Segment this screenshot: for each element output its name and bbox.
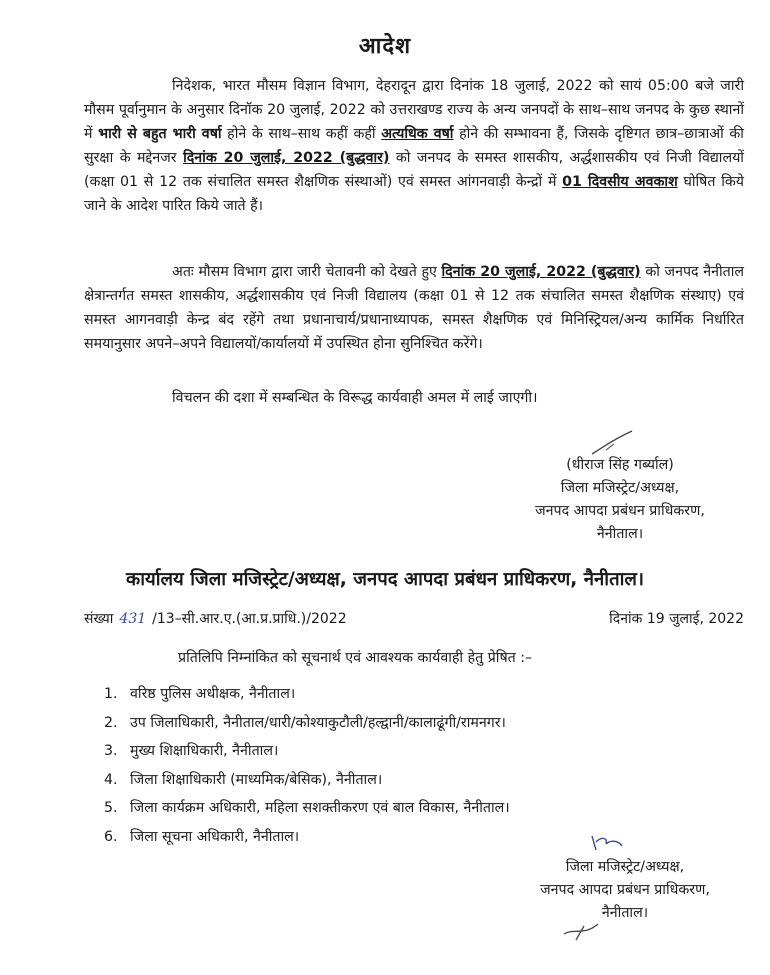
distribution-list [104, 680, 510, 851]
distribution-item-text: मुख्य शिक्षाधिकारी, नैनीताल। [130, 743, 279, 759]
para1-text-5: घोषित किये जाने के आदेश पारित किये जाते हैं। [84, 174, 744, 214]
signatory2-place: नैनीताल। [601, 905, 649, 921]
signature-block-2 [510, 856, 740, 925]
distribution-item [104, 823, 510, 852]
distribution-item [104, 794, 510, 823]
distribution-item [104, 709, 510, 738]
para1-text-1: निदेशक, भारत मौसम विज्ञान विभाग, देहरादून द्वारा दिनांक 18 जुलाई, 2022 को सायं 05:00 बजे जारी मौसम पूर्वानुमान के अनुसार दिनॉक 20 जुलाई, 2022 को उत्तराखण्ड राज्य के अन्य जनपदों के साथ–साथ जनपद के कुछ स्थानों में [84, 78, 744, 142]
signatory2-designation: जिला मजिस्ट्रेट/अध्यक्ष, [565, 859, 685, 875]
distribution-item-text: वरिष्ठ पुलिस अधीक्षक, नैनीताल। [130, 686, 296, 702]
document-title: आदेश [358, 34, 412, 59]
distribution-item-text: जिला सूचना अधिकारी, नैनीताल। [130, 828, 300, 845]
distribution-item-text: उप जिलाधिकारी, नैनीताल/धारी/कोश्याकुटौली/हल्द्वानी/कालाढूंगी/रामनगर। [130, 714, 506, 731]
signature-block-1 [500, 454, 740, 546]
para2-text-2: को जनपद नैनीताल क्षेत्रान्तर्गत समस्त शासकीय, अर्द्धशासकीय एवं निजी विद्यालय (कक्षा 01 से 12 तक संचालित समस्त शैक्षणिक संस्थाए) एवं समस्त आगनवाड़ी केन्द्र बंद रहेंगे तथा प्रधानाचार्य/प्रधानाध्यापक, समस्त शैक्षणिक एवं मिनिस्ट्रियल/अन्य कार्मिक निर्धारित समयानुसार अपने–अपने विद्यालयों/कार्यालयों में उपस्थित होना सुनिश्चित करेंगे। [84, 264, 745, 352]
office-heading: कार्यालय जिला मजिस्ट्रेट/अध्यक्ष, जनपद आपदा प्रबंधन प्राधिकरण, नैनीताल। [125, 569, 644, 590]
para3-text: विचलन की दशा में सम्बन्धित के विरूद्ध कार्यवाही अमल में लाई जाएगी। [172, 390, 538, 406]
distribution-item-number: 2. [104, 714, 118, 731]
signature-mark-2 [562, 920, 602, 946]
distribution-item-number: 5. [104, 800, 118, 816]
signatory-authority: जनपद आपदा प्रबंधन प्राधिकरण, [535, 503, 705, 519]
signatory-place: नैनीताल। [596, 526, 644, 542]
distribution-item [104, 766, 510, 795]
signatory2-authority: जनपद आपदा प्रबंधन प्राधिकरण, [540, 882, 710, 898]
distribution-item [104, 737, 510, 766]
signatory-name: (धीराज सिंह गर्ब्याल) [566, 457, 674, 473]
order-paragraph-2 [84, 260, 744, 356]
distribution-item [104, 680, 510, 709]
para1-emphasis-date: दिनांक 20 जुलाई, 2022 (बुद्धवार) [183, 150, 390, 166]
distribution-item-text: जिला शिक्षाधिकारी (माध्यमिक/बेसिक), नैनीताल। [130, 771, 383, 788]
para2-text-1: अतः मौसम विभाग द्वारा जारी चेतावनी को देखते हुए [172, 264, 442, 280]
signatory-designation: जिला मजिस्ट्रेट/अध्यक्ष, [560, 480, 680, 496]
para1-emphasis-extreme-rain: अत्यधिक वर्षा [381, 126, 454, 142]
order-paragraph-3 [84, 386, 744, 410]
para1-text-4: को जनपद के समस्त शासकीय, अर्द्धशासकीय एवं निजी विद्यालयों (कक्षा 01 से 12 तक संचालित समस्त शैक्षणिक संस्थाओं) एवं समस्त आंगनवाड़ी केन्द्रों में [84, 150, 744, 190]
para2-emphasis-date: दिनांक 20 जुलाई, 2022 (बुद्धवार) [441, 264, 641, 280]
distribution-item-number: 3. [104, 743, 118, 759]
para1-emphasis-heavy-rain: भारी से बहुत भारी वर्षा [98, 126, 222, 142]
reference-prefix: संख्या [84, 611, 114, 627]
distribution-item-text: जिला कार्यक्रम अधिकारी, महिला सशक्तीकरण एवं बाल विकास, नैनीताल। [130, 800, 510, 816]
para1-text-3: होने की सम्भावना हैं, जिसके दृष्टिगत छात्र–छात्राओं की सुरक्षा के मद्देनजर [84, 126, 744, 166]
distribution-item-number: 4. [104, 771, 118, 788]
reference-code: /13–सी.आर.ए.(आ.प्र.प्राधि.)/2022 [152, 611, 347, 627]
order-paragraph-1 [84, 74, 744, 218]
distribution-item-number: 6. [104, 828, 118, 845]
distribution-item-number: 1. [104, 686, 118, 702]
reference-number: 431 [119, 611, 147, 627]
copy-intro: प्रतिलिपि निम्नांकित को सूचनार्थ एवं आवश्यक कार्यवाही हेतु प्रेषित :– [178, 650, 533, 666]
para1-emphasis-holiday: 01 दिवसीय अवकाश [562, 174, 678, 190]
reference-date: दिनांक 19 जुलाई, 2022 [609, 611, 744, 627]
initials-mark [588, 832, 628, 856]
para1-text-2: होने के साथ–साथ कहीं कहीं [221, 126, 382, 142]
